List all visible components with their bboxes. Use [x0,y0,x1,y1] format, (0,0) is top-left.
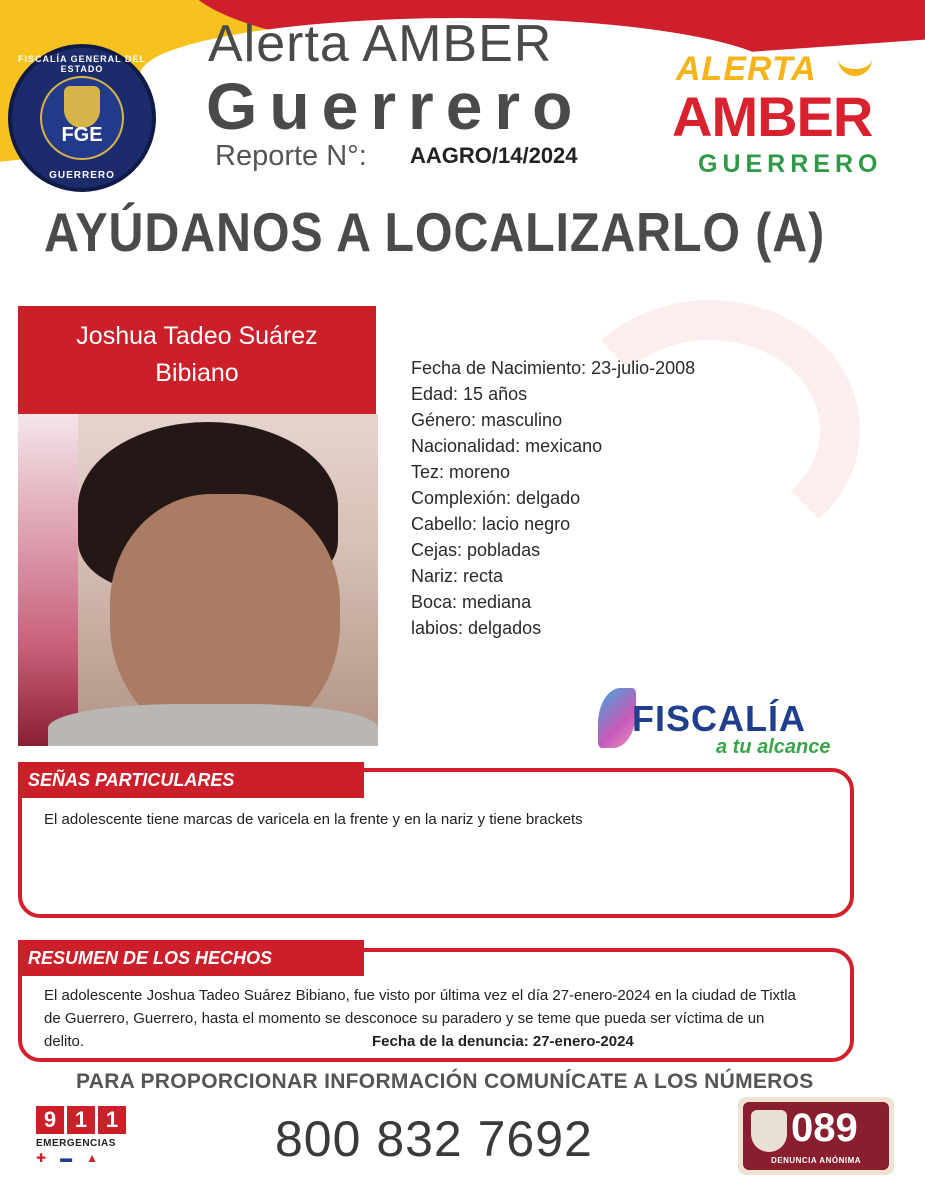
call-to-action: PARA PROPORCIONAR INFORMACIÓN COMUNÍCATE A LOS NÚMEROS [76,1070,814,1093]
butterfly-icon [598,688,636,748]
detail-age: Edad: 15 años [411,384,528,404]
photo-background-flowers [18,414,78,746]
red-cross-icon: ✚ [36,1151,47,1165]
person-name-box [18,306,376,414]
denuncia-089-logo [738,1097,894,1175]
detail-lips: labios: delgados [411,618,542,638]
fiscalia-tagline: a tu alcance [716,736,831,758]
person-name-line-1: Joshua Tadeo Suárez [76,322,318,350]
senas-section-title: SEÑAS PARTICULARES [18,762,364,798]
emergencias-label: EMERGENCIAS [36,1138,116,1149]
photo-shirt [48,704,378,746]
report-number: AAGRO/14/2024 [410,143,578,168]
senas-text: El adolescente tiene marcas de varicela en la frente y en la nariz y tiene brackets [44,811,583,828]
main-heading: AYÚDANOS A LOCALIZARLO (A) [44,201,826,263]
detail-eyebrows: Cejas: pobladas [411,540,541,560]
alerta-amber-logo [670,50,883,190]
089-number[interactable]: 089 [791,1106,858,1150]
denuncia-date: Fecha de la denuncia: 27-enero-2024 [372,1033,634,1050]
resumen-text-line-2: de Guerrero, Guerrero, hasta el momento se desconoce su paradero y se teme que pueda ser víctima de un [44,1010,765,1027]
detail-mouth: Boca: mediana [411,592,532,612]
shield-map-icon [751,1110,787,1152]
person-photo [18,414,378,746]
detail-nose: Nariz: recta [411,566,504,586]
digit-9: 9 [36,1106,64,1134]
logo-line-2: AMBER [672,85,873,148]
banana-icon [838,54,872,76]
detail-hair: Cabello: lacio negro [411,514,571,534]
police-cap-icon: ▬ [60,1151,73,1165]
fiscalia-logo [598,684,858,760]
resumen-text-line-1: El adolescente Joshua Tadeo Suárez Bibiano, fue visto por última vez el día 27-enero-2024 en la ciudad de Tixtla [44,987,796,1004]
phone-number[interactable]: 800 832 7692 [275,1111,593,1167]
title-line-1: Alerta AMBER [208,15,553,73]
logo-line-1: ALERTA [676,50,817,88]
fire-icon: ▲ [86,1151,98,1165]
emergencias-911-logo [36,1106,128,1176]
report-label: Reporte N°: [215,140,367,172]
digit-1: 1 [67,1106,95,1134]
detail-complexion-tone: Tez: moreno [411,462,511,482]
detail-birthdate: Fecha de Nacimiento: 23-julio-2008 [411,358,696,378]
resumen-section-title: RESUMEN DE LOS HECHOS [18,940,364,976]
seal-abbreviation: FGE [61,124,103,146]
fiscalia-wordmark: FISCALÍA [632,698,806,739]
detail-gender: Género: masculino [411,410,563,430]
digit-1-second: 1 [98,1106,126,1134]
detail-nationality: Nacionalidad: mexicano [411,436,603,456]
title-line-2: Guerrero [206,69,585,143]
fge-seal-logo [8,44,156,192]
person-name-line-2: Bibiano [155,359,239,387]
resumen-text-line-3: delito. [44,1033,85,1050]
seal-ring-bottom-text: GUERRERO [49,170,115,181]
seal-ring-top-text: FISCALÍA GENERAL DEL ESTADO [17,54,146,74]
person-details [411,355,871,641]
logo-line-3: GUERRERO [698,150,883,178]
detail-build: Complexión: delgado [411,488,581,508]
089-label: DENUNCIA ANÓNIMA [770,1156,862,1165]
coat-of-arms-icon [64,86,100,128]
